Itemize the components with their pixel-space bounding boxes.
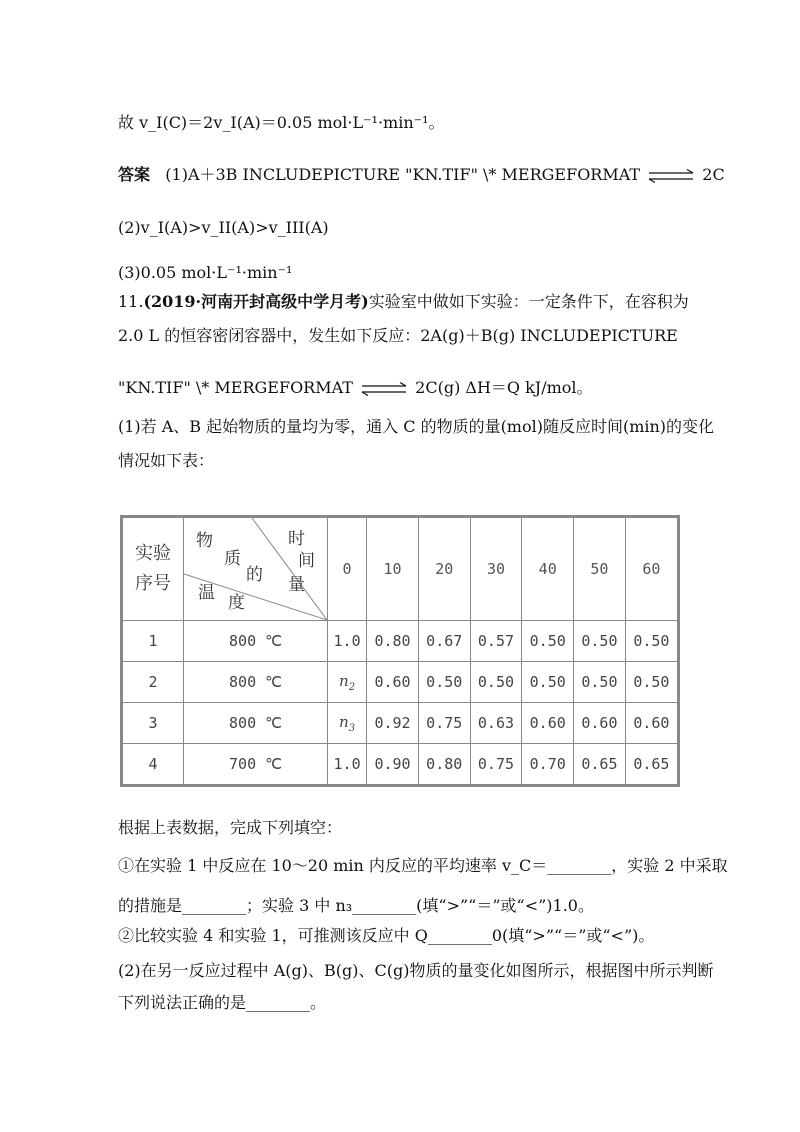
cell: 0.60 [625, 703, 678, 744]
table-row [122, 662, 679, 703]
time-header-50: 50 [574, 517, 626, 621]
cell: 0.65 [574, 744, 626, 786]
row-id: 1 [122, 621, 184, 662]
subquestion-1-line2: 的措施是________；实验 3 中 n₃________(填“>”“＝”或“<”)1.0。 [118, 896, 594, 915]
col-header-id-line2: 序号 [135, 573, 171, 594]
time-header-0: 0 [328, 517, 367, 621]
row-temp: 800 ℃ [184, 703, 328, 744]
experiment-table [120, 515, 680, 787]
question-source: (2019·河南开封高级中学月考) [143, 292, 369, 311]
diag-char-jian: 间 [298, 551, 315, 571]
part1-line2: 情况如下表： [118, 451, 215, 470]
table-row [122, 744, 679, 786]
rate-result-line: 故 v_I(C)＝2v_I(A)＝0.05 mol·L⁻¹·min⁻¹。 [118, 113, 445, 132]
table-row [122, 703, 679, 744]
question-11-line2: 2.0 L 的恒容密闭容器中，发生如下反应：2A(g)＋B(g) INCLUDEPICTURE [118, 326, 678, 345]
answer-1-text: (1)A＋3B INCLUDEPICTURE "KN.TIF" \* MERGEFORMAT [165, 165, 641, 184]
part2-line2: 下列说法正确的是________。 [118, 993, 327, 1012]
diag-char-wu: 物 [196, 531, 213, 551]
row-id: 2 [122, 662, 184, 703]
question-11-line3b: 2C(g) ΔH＝Q kJ/mol。 [415, 378, 593, 397]
cell: 0.70 [522, 744, 574, 786]
cell: 0.75 [470, 744, 522, 786]
row-temp: 800 ℃ [184, 662, 328, 703]
table-row [122, 621, 679, 662]
cell: 0.90 [367, 744, 419, 786]
cell: 0.65 [625, 744, 678, 786]
answer-part1 [118, 165, 725, 185]
cell: 0.57 [470, 621, 522, 662]
diagonal-header [184, 517, 328, 621]
answer-1-product: 2C [702, 165, 725, 184]
cell: 0.50 [470, 662, 522, 703]
cell: 0.50 [522, 662, 574, 703]
table-header-row [122, 517, 679, 621]
equilibrium-arrow-icon [647, 169, 695, 183]
question-11-text: 实验室中做如下实验：一定条件下，在容积为 [368, 292, 689, 311]
row-id: 4 [122, 744, 184, 786]
diag-char-shi: 时 [288, 529, 305, 549]
cell: 0.60 [522, 703, 574, 744]
question-number: 11. [118, 292, 144, 311]
cell: 0.50 [574, 662, 626, 703]
subquestion-2: ②比较实验 4 和实验 1，可推测该反应中 Q________0(填“>”“＝”或“<”)。 [118, 926, 655, 945]
cell: 1.0 [328, 744, 367, 786]
time-header-40: 40 [522, 517, 574, 621]
cell: 0.80 [418, 744, 470, 786]
cell: 0.92 [367, 703, 419, 744]
time-header-10: 10 [367, 517, 419, 621]
time-header-60: 60 [625, 517, 678, 621]
row-temp: 800 ℃ [184, 621, 328, 662]
cell: 0.67 [418, 621, 470, 662]
col-header-id [122, 517, 184, 621]
cell-n2: $n_2$ [328, 662, 367, 703]
cell: 0.60 [574, 703, 626, 744]
answer-label: 答案 [118, 165, 151, 184]
question-11-line3 [118, 378, 593, 398]
time-header-30: 30 [470, 517, 522, 621]
cell: 0.80 [367, 621, 419, 662]
question-11-line3a: "KN.TIF" \* MERGEFORMAT [118, 378, 353, 397]
cell: 0.75 [418, 703, 470, 744]
answer-part3: (3)0.05 mol·L⁻¹·min⁻¹ [118, 263, 293, 282]
subquestion-1-line1: ①在实验 1 中反应在 10～20 min 内反应的平均速率 v_C＝________，实验 2 中采取 [118, 856, 728, 875]
cell: 1.0 [328, 621, 367, 662]
cell: 0.50 [522, 621, 574, 662]
diag-char-du: 度 [228, 593, 245, 613]
cell: 0.50 [625, 662, 678, 703]
cell: 0.50 [418, 662, 470, 703]
diag-char-wen: 温 [198, 583, 215, 603]
fill-instruction: 根据上表数据，完成下列填空： [118, 818, 343, 837]
cell: 0.50 [625, 621, 678, 662]
row-temp: 700 ℃ [184, 744, 328, 786]
cell-n3: $n_3$ [328, 703, 367, 744]
question-11-line1 [118, 292, 689, 312]
row-id: 3 [122, 703, 184, 744]
answer-part2: (2)v_I(A)>v_II(A)>v_III(A) [118, 218, 329, 237]
part2-line1: (2)在另一反应过程中 A(g)、B(g)、C(g)物质的量变化如图所示，根据图中所示判断 [118, 961, 714, 980]
part1-line1: (1)若 A、B 起始物质的量均为零，通入 C 的物质的量(mol)随反应时间(min)的变化 [118, 417, 715, 436]
col-header-id-line1: 实验 [135, 543, 171, 564]
equilibrium-arrow-icon [360, 382, 408, 396]
cell: 0.60 [367, 662, 419, 703]
cell: 0.63 [470, 703, 522, 744]
cell: 0.50 [574, 621, 626, 662]
diag-char-zhi: 质 [224, 549, 241, 569]
diag-char-de: 的 [246, 565, 263, 585]
diag-char-liang: 量 [288, 575, 305, 595]
time-header-20: 20 [418, 517, 470, 621]
